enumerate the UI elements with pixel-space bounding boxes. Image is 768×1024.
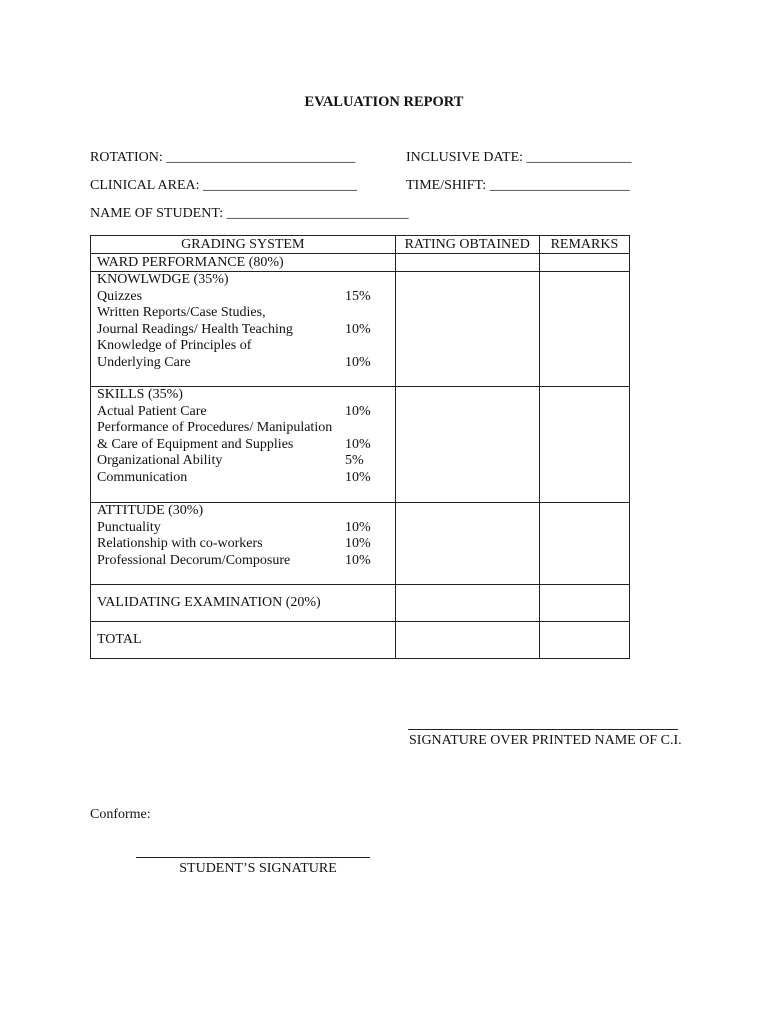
- table-row: [97, 470, 389, 487]
- criterion-weight: 10%: [345, 403, 371, 419]
- inclusive-date-field: INCLUSIVE DATE: _______________: [406, 150, 632, 165]
- criterion-label: Professional Decorum/Composure: [97, 552, 291, 568]
- time-shift-field: TIME/SHIFT: ____________________: [406, 178, 630, 193]
- ward-performance-label: WARD PERFORMANCE (80%): [97, 255, 284, 270]
- rotation-field: ROTATION: ___________________________: [90, 150, 356, 165]
- criterion-label: Punctuality: [97, 519, 161, 535]
- criterion-label: Underlying Care: [97, 354, 191, 370]
- knowledge-remarks[interactable]: [539, 272, 629, 387]
- clinical-area-field: CLINICAL AREA: ______________________: [90, 178, 358, 193]
- criterion-weight: 5%: [345, 453, 364, 468]
- criterion-label: Actual Patient Care: [97, 403, 207, 419]
- ci-signature-line: [408, 729, 678, 730]
- table-row: [97, 355, 389, 372]
- attitude-row: [91, 503, 630, 585]
- criterion-weight: 10%: [345, 321, 371, 337]
- skills-heading: SKILLS (35%): [97, 387, 183, 402]
- student-signature-label: STUDENT’S SIGNATURE: [179, 861, 337, 876]
- validating-exam-rating[interactable]: [395, 585, 539, 622]
- table-row: [97, 553, 389, 570]
- table-row: [97, 420, 389, 437]
- validating-exam-remarks[interactable]: [539, 585, 629, 622]
- criterion-weight: [345, 305, 385, 322]
- table-row: [97, 536, 389, 553]
- validating-exam-row: [91, 585, 630, 622]
- page-title: EVALUATION REPORT: [304, 94, 464, 110]
- skills-remarks[interactable]: [539, 387, 629, 503]
- criterion-weight: [345, 420, 385, 437]
- table-row: [97, 305, 389, 322]
- criterion-label: Written Reports/Case Studies,: [97, 305, 266, 320]
- criterion-label: Communication: [97, 469, 188, 485]
- table-row: [97, 404, 389, 421]
- total-remarks[interactable]: [539, 622, 629, 659]
- criterion-weight: 15%: [345, 288, 371, 304]
- knowledge-heading: KNOWLWDGE (35%): [97, 272, 229, 287]
- ward-performance-rating[interactable]: [395, 254, 539, 272]
- knowledge-row: [91, 272, 630, 387]
- conforme-label: Conforme:: [90, 807, 151, 822]
- skills-rating[interactable]: [395, 387, 539, 503]
- criterion-label: Organizational Ability: [97, 453, 223, 468]
- student-signature-line: [136, 857, 370, 858]
- attitude-heading: ATTITUDE (30%): [97, 503, 204, 518]
- table-row: [97, 338, 389, 355]
- attitude-remarks[interactable]: [539, 503, 629, 585]
- criterion-label: Relationship with co-workers: [97, 536, 263, 551]
- header-rating-obtained: RATING OBTAINED: [395, 236, 539, 254]
- criterion-weight: [345, 338, 385, 355]
- criterion-weight: 10%: [345, 536, 371, 551]
- validating-exam-label: VALIDATING EXAMINATION (20%): [97, 595, 321, 610]
- student-name-field: NAME OF STUDENT: __________________________: [90, 206, 409, 221]
- criterion-weight: 10%: [345, 354, 371, 370]
- grading-table: [90, 235, 630, 659]
- criterion-weight: 10%: [345, 552, 371, 568]
- table-row: [97, 322, 389, 339]
- criterion-label: Journal Readings/ Health Teaching: [97, 321, 293, 337]
- criterion-weight: 10%: [345, 519, 371, 535]
- criterion-label: Performance of Procedures/ Manipulation: [97, 420, 333, 435]
- table-row: [97, 437, 389, 454]
- criterion-label: Quizzes: [97, 288, 143, 304]
- criterion-weight: 10%: [345, 469, 371, 485]
- skills-row: [91, 387, 630, 503]
- total-row: [91, 622, 630, 659]
- table-row: [97, 453, 389, 470]
- knowledge-rating[interactable]: [395, 272, 539, 387]
- attitude-rating[interactable]: [395, 503, 539, 585]
- total-label: TOTAL: [97, 632, 142, 647]
- criterion-label: Knowledge of Principles of: [97, 338, 252, 353]
- table-row: [97, 289, 389, 306]
- criterion-weight: 10%: [345, 436, 371, 452]
- ci-signature-label: SIGNATURE OVER PRINTED NAME OF C.I.: [409, 733, 682, 748]
- header-remarks: REMARKS: [539, 236, 629, 254]
- ward-performance-remarks[interactable]: [539, 254, 629, 272]
- criterion-label: & Care of Equipment and Supplies: [97, 436, 294, 452]
- ward-performance-row: [91, 254, 630, 272]
- header-grading-system: GRADING SYSTEM: [91, 236, 396, 254]
- total-rating[interactable]: [395, 622, 539, 659]
- table-row: [97, 520, 389, 537]
- table-header-row: [91, 236, 630, 254]
